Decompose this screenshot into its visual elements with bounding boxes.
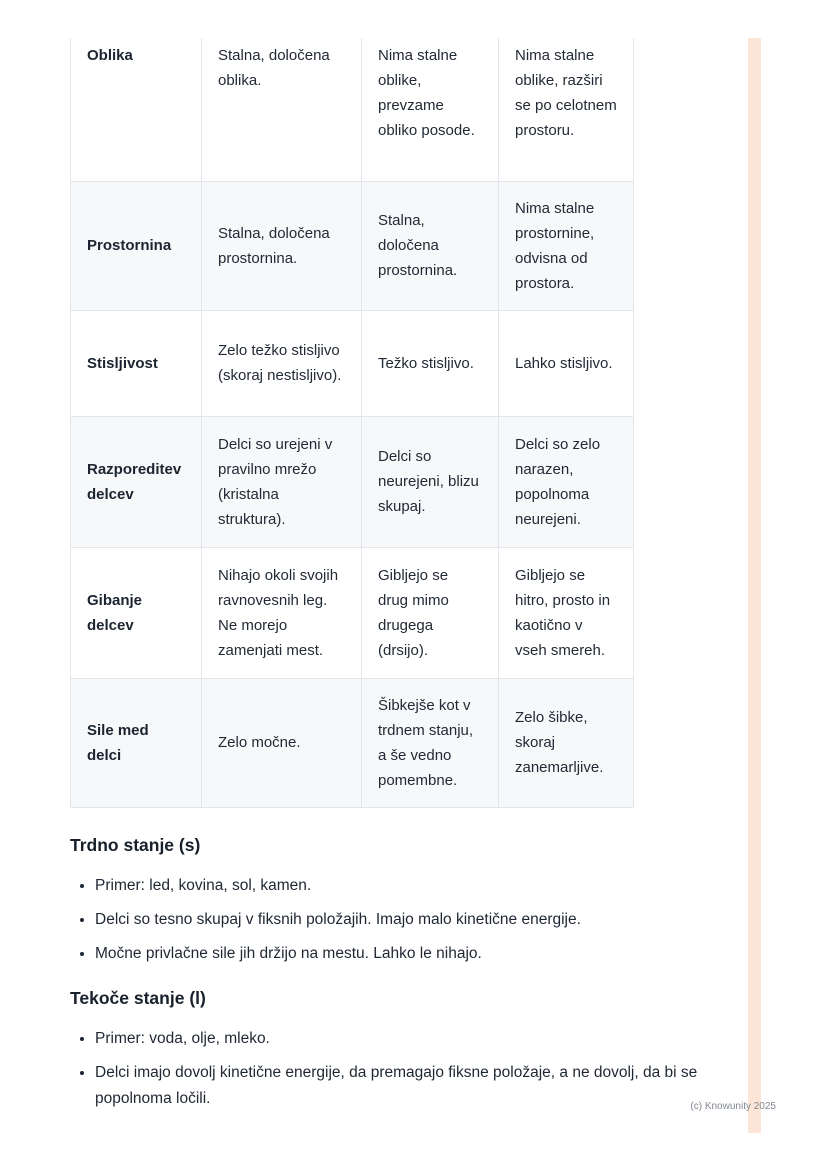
table-cell: Delci so urejeni v pravilno mrežo (kristalna struktura). xyxy=(202,416,362,547)
list-item: • Primer: led, kovina, sol, kamen. xyxy=(95,873,750,899)
row-header-razporeditev-delcev: Razporeditev delcev xyxy=(71,416,202,547)
table-cell: Stalna, določena oblika. xyxy=(202,38,362,181)
list-item: • Primer: voda, olje, mleko. xyxy=(95,1026,750,1052)
table-cell: Zelo močne. xyxy=(202,678,362,807)
table-row xyxy=(71,547,634,678)
table-row xyxy=(71,678,634,807)
table-cell: Težko stisljivo. xyxy=(362,310,499,416)
bullet-list-tekoce-stanje xyxy=(70,1026,750,1112)
table-row xyxy=(71,310,634,416)
copyright-text: (c) Knowunity 2025 xyxy=(690,1101,776,1112)
table-cell: Gibljejo se hitro, prosto in kaotično v vseh smereh. xyxy=(499,547,634,678)
table-cell: Gibljejo se drug mimo drugega (drsijo). xyxy=(362,547,499,678)
states-of-matter-table xyxy=(70,38,634,808)
table-cell: Nihajo okoli svojih ravnovesnih leg. Ne morejo zamenjati mest. xyxy=(202,547,362,678)
row-header-sile-med-delci: Sile med delci xyxy=(71,678,202,807)
table-cell: Stalna, določena prostornina. xyxy=(202,181,362,310)
section-heading-tekoce-stanje: Tekoče stanje (l) xyxy=(70,988,206,1008)
list-item: • Delci so tesno skupaj v fiksnih položajih. Imajo malo kinetične energije. xyxy=(95,907,750,933)
section-heading-trdno-stanje: Trdno stanje (s) xyxy=(70,835,201,855)
bullet-list-trdno-stanje xyxy=(70,873,750,967)
notes-content xyxy=(70,833,750,1131)
list-item: • Delci imajo dovolj kinetične energije, da premagajo fiksne položaje, a ne dovolj, da bi se popolnoma ločili. xyxy=(95,1060,750,1112)
row-header-prostornina: Prostornina xyxy=(71,181,202,310)
table-cell: Lahko stisljivo. xyxy=(499,310,634,416)
table-row xyxy=(71,181,634,310)
table-cell: Stalna, določena prostornina. xyxy=(362,181,499,310)
row-header-gibanje-delcev: Gibanje delcev xyxy=(71,547,202,678)
table-cell: Nima stalne prostornine, odvisna od prostora. xyxy=(499,181,634,310)
table-cell: Nima stalne oblike, prevzame obliko posode. xyxy=(362,38,499,181)
table-cell: Nima stalne oblike, razširi se po celotnem prostoru. xyxy=(499,38,634,181)
table-cell: Delci so zelo narazen, popolnoma neurejeni. xyxy=(499,416,634,547)
table-cell: Zelo težko stisljivo (skoraj nestisljivo). xyxy=(202,310,362,416)
table-row xyxy=(71,416,634,547)
page-edge-decorative-stripe xyxy=(748,38,761,1133)
table-cell: Zelo šibke, skoraj zanemarljive. xyxy=(499,678,634,807)
list-item: • Močne privlačne sile jih držijo na mestu. Lahko le nihajo. xyxy=(95,941,750,967)
row-header-stisljivost: Stisljivost xyxy=(71,310,202,416)
row-header-oblika: Oblika xyxy=(71,38,202,181)
table-row xyxy=(71,38,634,181)
table-cell: Delci so neurejeni, blizu skupaj. xyxy=(362,416,499,547)
table-cell: Šibkejše kot v trdnem stanju, a še vedno pomembne. xyxy=(362,678,499,807)
